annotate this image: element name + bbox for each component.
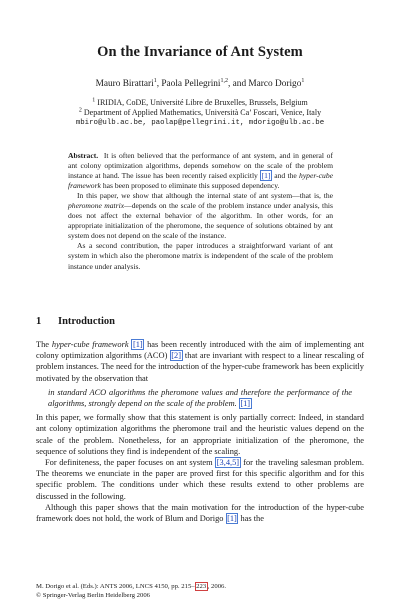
citation-link[interactable]: [1] [227, 514, 237, 524]
body-paragraph [36, 339, 364, 384]
footer-citation [36, 582, 226, 591]
section-title: Introduction [58, 316, 115, 327]
body-text-run: has been recently introduced with the aim of implementing ant colony optimization algorithms (ACO) [36, 340, 365, 361]
abstract-text: has been proposed to eliminate this supposed dependency. [102, 181, 280, 191]
author-affiliation-mark: 1,2 [220, 77, 229, 84]
page-range-link[interactable]: 223 [196, 583, 207, 590]
abstract-paragraph [68, 191, 333, 241]
block-quote [48, 387, 364, 409]
abstract-term: pheromone matrix [68, 201, 125, 211]
affiliation-text: IRIDIA, CoDE, Université Libre de Bruxelles, Brussels, Belgium [97, 98, 308, 107]
section-number: 1 [36, 316, 42, 327]
author-emails: mbiro@ulb.ac.be, paolap@pellegrini.it, mdorigo@ulb.ac.be [75, 119, 325, 127]
footer-text: , 2006. [207, 583, 227, 590]
abstract [68, 151, 333, 272]
abstract-term: hyper-cube framework [68, 171, 334, 191]
affiliation-mark: 2 [78, 107, 82, 114]
body-paragraph [36, 502, 364, 524]
body-term: hyper-cube framework [51, 340, 129, 349]
body-text-run: For definiteness, the paper focuses on ant system [45, 458, 213, 468]
paper-title: On the Invariance of Ant System [97, 44, 303, 60]
body-text [36, 339, 364, 524]
footer-text: M. Dorigo et al. (Eds.): ANTS 2006, LNCS 4150, pp. 215– [36, 583, 195, 590]
author-affiliation-mark: 1 [153, 77, 157, 84]
abstract-label: Abstract. [68, 151, 99, 160]
author-name: Mauro Birattari [95, 79, 154, 89]
affiliation-1 [0, 98, 400, 107]
citation-link[interactable]: [1] [240, 399, 251, 409]
quote-text: in standard ACO algorithms the pheromone values and therefore the performance of the algorithms, strongly depend on the scale of the problem. [48, 387, 352, 409]
body-text-run: has the [240, 514, 264, 524]
body-text-run: Although this paper shows that the main motivation for the introduction of the hyper-cube framework does not hold, the work of Blum and Dorigo [36, 502, 364, 524]
abstract-paragraph: As a second contribution, the paper introduces a straightforward variant of ant system in which also the pheromone matrix is independent of the scale of the problem instance under analysis. [68, 241, 333, 271]
author-list: Mauro Birattari$^1$, Paola Pellegrini$^{1,2}$, and Marco Dorigo$^1$ [95, 77, 305, 89]
abstract-text: It is often believed that the performance of ant system, and in general of ant colony optimization algorithms, depends somehow on the scale of the problem instance at hand. The issue has been recently raised explicitly [68, 151, 334, 181]
abstract-text: In this paper, we show that although the internal state of ant system—that is, the [77, 191, 333, 201]
affiliation-text: Department of Applied Mathematics, Università Ca’ Foscari, Venice, Italy [83, 108, 322, 117]
abstract-text: and the [274, 171, 297, 181]
citation-link[interactable]: [2] [171, 351, 182, 361]
body-text-run: The [36, 340, 50, 349]
citation-link[interactable]: [1] [132, 340, 143, 349]
body-text-run: for the traveling salesman problem. The theorems we enunciate in the paper are proved first for this specific algorithm and for this specific problem. The conditions under which these results extend to other problems are discussed in the following. [36, 458, 365, 501]
author-name: Paola Pellegrini [161, 79, 221, 89]
abstract-text: —depends on the scale of the problem instance under analysis, this does not affect the external behavior of the algorithm. In other words, for an appropriate initialization of the pheromone, the sequence of solutions obtained by ant system does not depend on the scale of the instance. [68, 201, 333, 241]
footer-copyright: © Springer-Verlag Berlin Heidelberg 2006 [36, 592, 151, 599]
citation-link[interactable]: [3,4,5] [216, 458, 240, 468]
page-footer [36, 582, 226, 600]
body-paragraph [36, 457, 364, 502]
body-paragraph: In this paper, we formally show that this statement is only partially correct: Indeed, in standard ant colony optimization algorithms the pheromone trail and the heuristic values depend on the scale of the problem. Nonetheless, for an appropriate initialization of the pheromone, the sequence of solutions they find is independent of the scaling. [36, 413, 364, 456]
affiliation-2 [0, 108, 400, 117]
citation-link[interactable]: [1] [261, 171, 271, 181]
section-heading [36, 316, 115, 327]
body-text-run: that are invariant with respect to a linear rescaling of problem instances. The need for the introduction of the hyper-cube framework has been explicitly motivated by the observation that [36, 351, 365, 383]
author-affiliation-mark: 1 [301, 77, 305, 84]
abstract-paragraph [68, 151, 333, 191]
affiliation-mark: 1 [92, 97, 96, 104]
author-name: and Marco Dorigo [232, 79, 302, 89]
